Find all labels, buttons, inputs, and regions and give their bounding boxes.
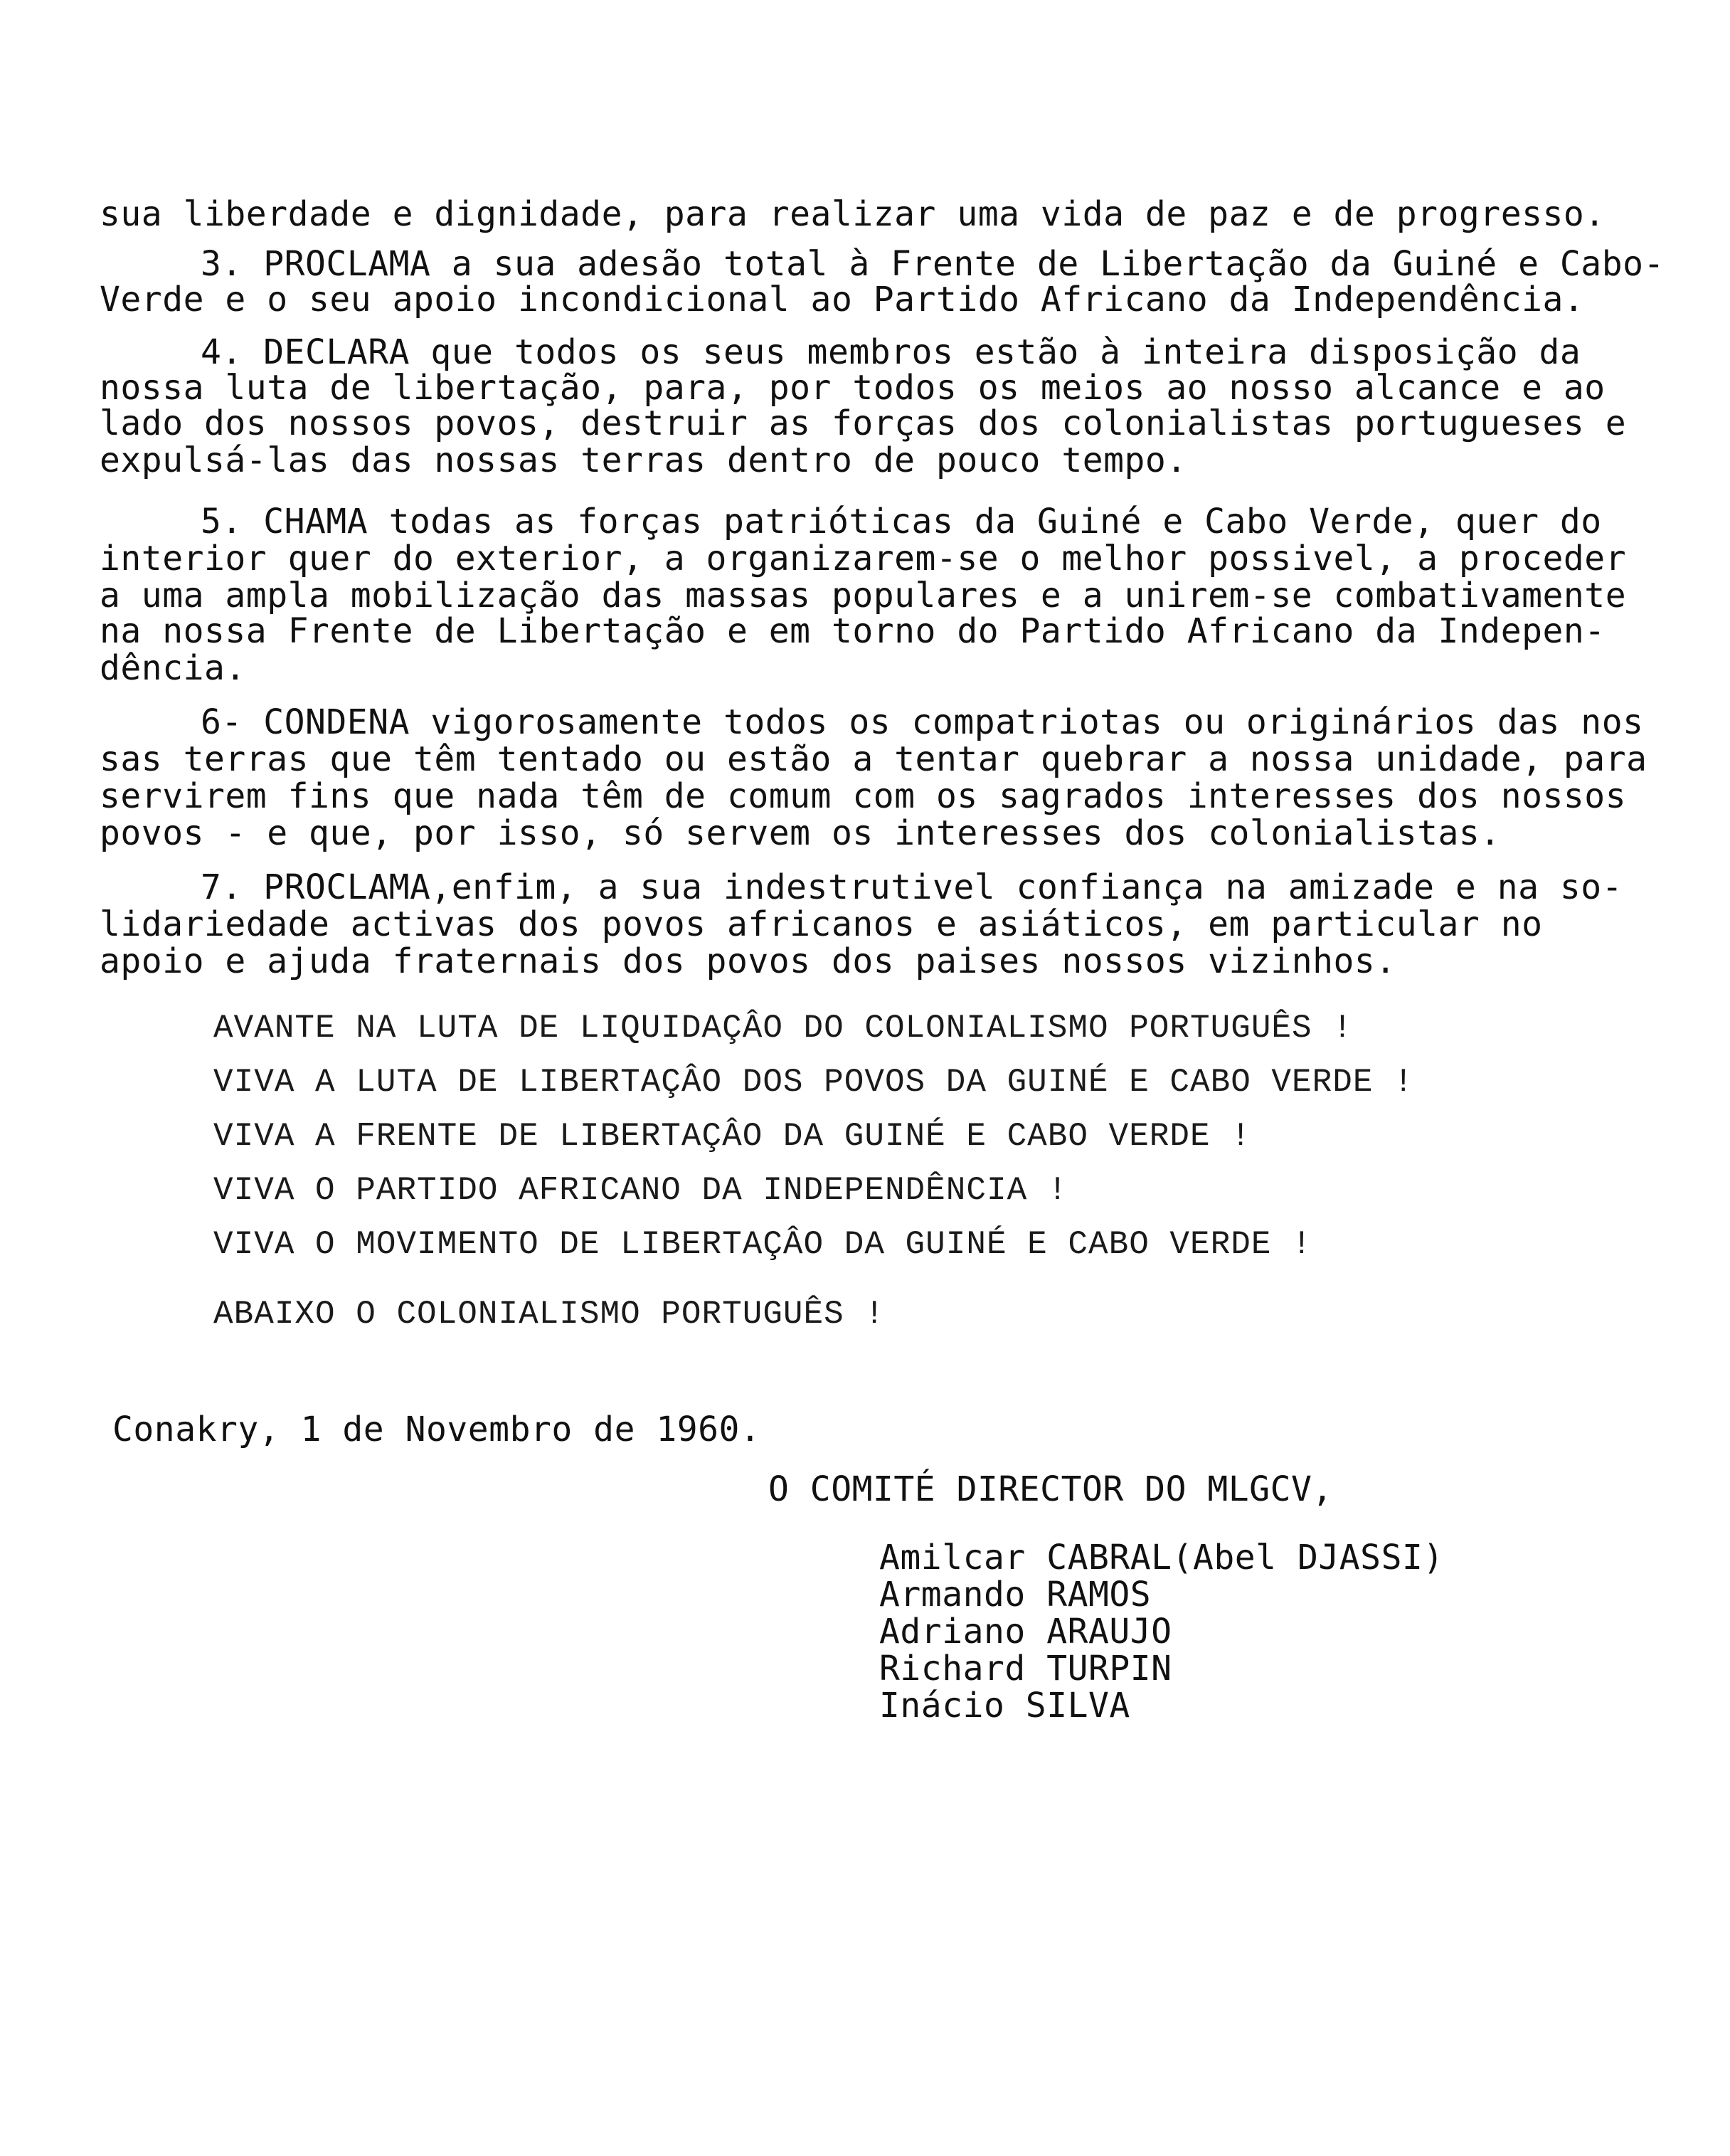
slogan-5: VIVA O MOVIMENTO DE LIBERTAÇÂO DA GUINÉ E CABO VERDE ! xyxy=(213,1226,1312,1263)
intro-line: sua liberdade e dignidade, para realizar uma vida de paz e de progresso. xyxy=(100,194,1606,234)
paragraph-6-line-1: 6- CONDENA vigorosamente todos os compatriotas ou originários das nos xyxy=(201,702,1644,742)
paragraph-6-line-4: povos - e que, por isso, só servem os interesses dos colonialistas. xyxy=(100,813,1501,853)
slogan-3: VIVA A FRENTE DE LIBERTAÇÂO DA GUINÉ E CABO VERDE ! xyxy=(213,1118,1251,1155)
paragraph-7-line-3: apoio e ajuda fraternais dos povos dos paises nossos vizinhos. xyxy=(100,941,1396,981)
paragraph-5-line-3: a uma ampla mobilização das massas populares e a unirem-se combativamente xyxy=(100,576,1627,615)
slogan-2: VIVA A LUTA DE LIBERTAÇÂO DOS POVOS DA GUINÉ E CABO VERDE ! xyxy=(213,1064,1414,1101)
signatory-1: Amilcar CABRAL(Abel DJASSI) xyxy=(879,1538,1444,1578)
slogan-6: ABAIXO O COLONIALISMO PORTUGUÊS ! xyxy=(213,1296,885,1333)
signatory-3: Adriano ARAUJO xyxy=(879,1612,1172,1652)
paragraph-4-line-4: expulsá-las das nossas terras dentro de pouco tempo. xyxy=(100,440,1187,480)
paragraph-6-line-3: servirem fins que nada têm de comum com os sagrados interesses dos nossos xyxy=(100,776,1627,816)
paragraph-7-line-1: 7. PROCLAMA,enfim, a sua indestrutivel confiança na amizade e na so- xyxy=(201,867,1623,907)
dateline: Conakry, 1 de Novembro de 1960. xyxy=(112,1410,761,1449)
paragraph-4-line-1: 4. DECLARA que todos os seus membros estão à inteira disposição da xyxy=(201,332,1581,372)
paragraph-7-line-2: lidariedade activas dos povos africanos e asiáticos, em particular no xyxy=(100,904,1543,944)
slogan-4: VIVA O PARTIDO AFRICANO DA INDEPENDÊNCIA ! xyxy=(213,1172,1068,1209)
committee-heading: O COMITÉ DIRECTOR DO MLGCV, xyxy=(768,1469,1333,1509)
paragraph-6-line-2: sas terras que têm tentado ou estão a tentar quebrar a nossa unidade, para xyxy=(100,739,1647,779)
paragraph-5-line-2: interior quer do exterior, a organizarem-se o melhor possivel, a proceder xyxy=(100,539,1627,578)
paragraph-3-line-1: 3. PROCLAMA a sua adesão total à Frente de Libertação da Guiné e Cabo- xyxy=(201,244,1665,284)
paragraph-5-line-4: na nossa Frente de Libertação e em torno do Partido Africano da Indepen- xyxy=(100,611,1606,651)
paragraph-4-line-3: lado dos nossos povos, destruir as forças dos colonialistas portugueses e xyxy=(100,403,1627,443)
paragraph-4-line-2: nossa luta de libertação, para, por todos os meios ao nosso alcance e ao xyxy=(100,368,1606,408)
slogan-1: AVANTE NA LUTA DE LIQUIDAÇÂO DO COLONIALISMO PORTUGUÊS ! xyxy=(213,1010,1353,1047)
signatory-2: Armando RAMOS xyxy=(879,1575,1152,1615)
paragraph-5-line-5: dência. xyxy=(100,648,246,688)
signatory-5: Inácio SILVA xyxy=(879,1686,1130,1726)
paragraph-5-line-1: 5. CHAMA todas as forças patriόticas da Guiné e Cabo Verde, quer do xyxy=(201,502,1602,541)
paragraph-3-line-2: Verde e o seu apoio incondicional ao Partido Africano da Independência. xyxy=(100,280,1585,319)
signatory-4: Richard TURPIN xyxy=(879,1649,1172,1689)
